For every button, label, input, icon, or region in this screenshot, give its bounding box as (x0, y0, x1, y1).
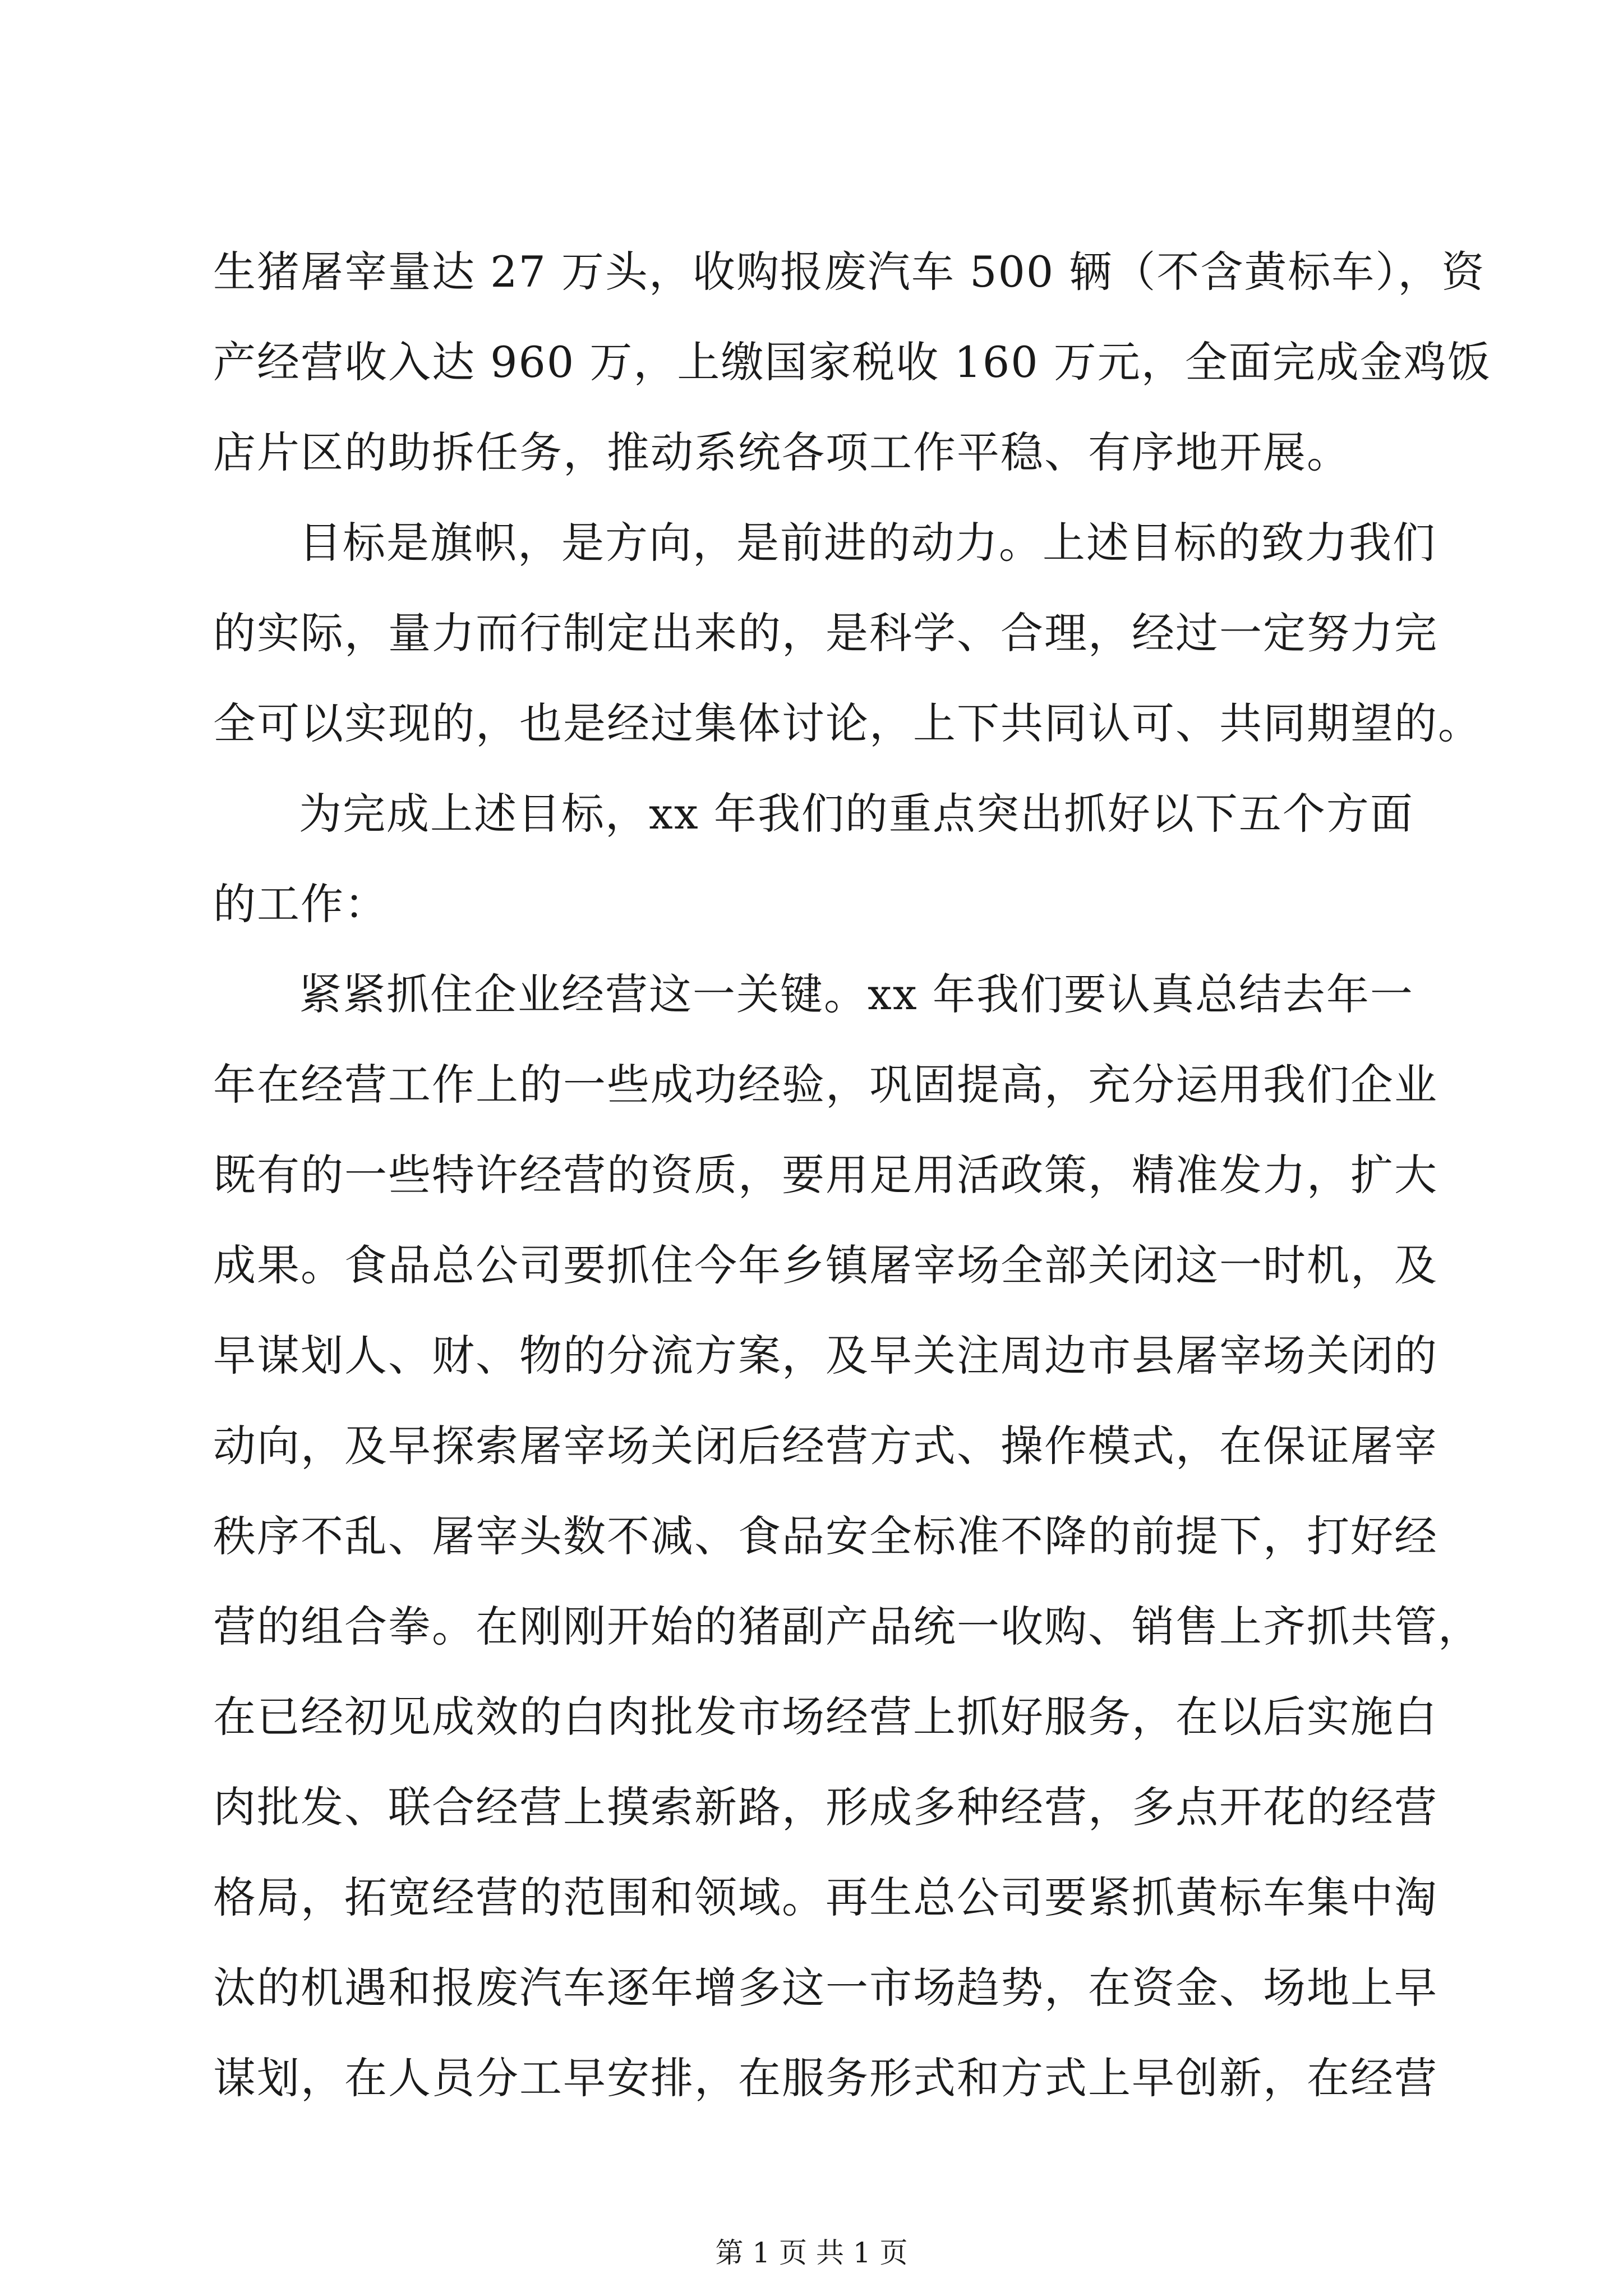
text-line: 年在经营工作上的一些成功经验，巩固提高，充分运用我们企业 (213, 1060, 1438, 1110)
text-line: 动向，及早探索屠宰场关闭后经营方式、操作模式，在保证屠宰 (213, 1421, 1438, 1471)
text-line: 产经营收入达 960 万，上缴国家税收 160 万元，全面完成金鸡饭 (213, 337, 1491, 387)
text-line: 的实际，量力而行制定出来的，是科学、合理，经过一定努力完 (213, 608, 1438, 658)
page-number-footer: 第 1 页 共 1 页 (715, 2237, 908, 2269)
text-line: 肉批发、联合经营上摸索新路，形成多种经营，多点开花的经营 (213, 1782, 1438, 1832)
text-line: 谋划，在人员分工早安排，在服务形式和方式上早创新，在经营 (213, 2053, 1438, 2103)
text-line: 早谋划人、财、物的分流方案，及早关注周边市县屠宰场关闭的 (213, 1331, 1438, 1381)
text-line: 秩序不乱、屠宰头数不减、食品安全标准不降的前提下，打好经 (213, 1511, 1438, 1561)
text-line: 汰的机遇和报废汽车逐年增多这一市场趋势，在资金、场地上早 (213, 1963, 1438, 2013)
text-line: 全可以实现的，也是经过集体讨论，上下共同认可、共同期望的。 (213, 698, 1482, 748)
text-line: 营的组合拳。在刚刚开始的猪副产品统一收购、销售上齐抓共管， (213, 1602, 1482, 1651)
text-line: 在已经初见成效的白肉批发市场经营上抓好服务，在以后实施白 (213, 1692, 1438, 1742)
text-line: 的工作： (213, 879, 388, 929)
text-line: 格局，拓宽经营的范围和领域。再生总公司要紧抓黄标车集中淘 (213, 1872, 1438, 1922)
paragraph-first-line: 紧紧抓住企业经营这一关键。xx 年我们要认真总结去年一 (299, 969, 1414, 1019)
paragraph-first-line: 目标是旗帜，是方向，是前进的动力。上述目标的致力我们 (299, 518, 1436, 568)
text-line: 生猪屠宰量达 27 万头，收购报废汽车 500 辆（不含黄标车），资 (213, 247, 1486, 297)
text-line: 店片区的助拆任务，推动系统各项工作平稳、有序地开展。 (213, 427, 1350, 477)
paragraph-first-line: 为完成上述目标，xx 年我们的重点突出抓好以下五个方面 (299, 789, 1414, 839)
text-line: 成果。食品总公司要抓住今年乡镇屠宰场全部关闭这一时机，及 (213, 1240, 1438, 1290)
text-line: 既有的一些特许经营的资质，要用足用活政策，精准发力，扩大 (213, 1150, 1438, 1200)
